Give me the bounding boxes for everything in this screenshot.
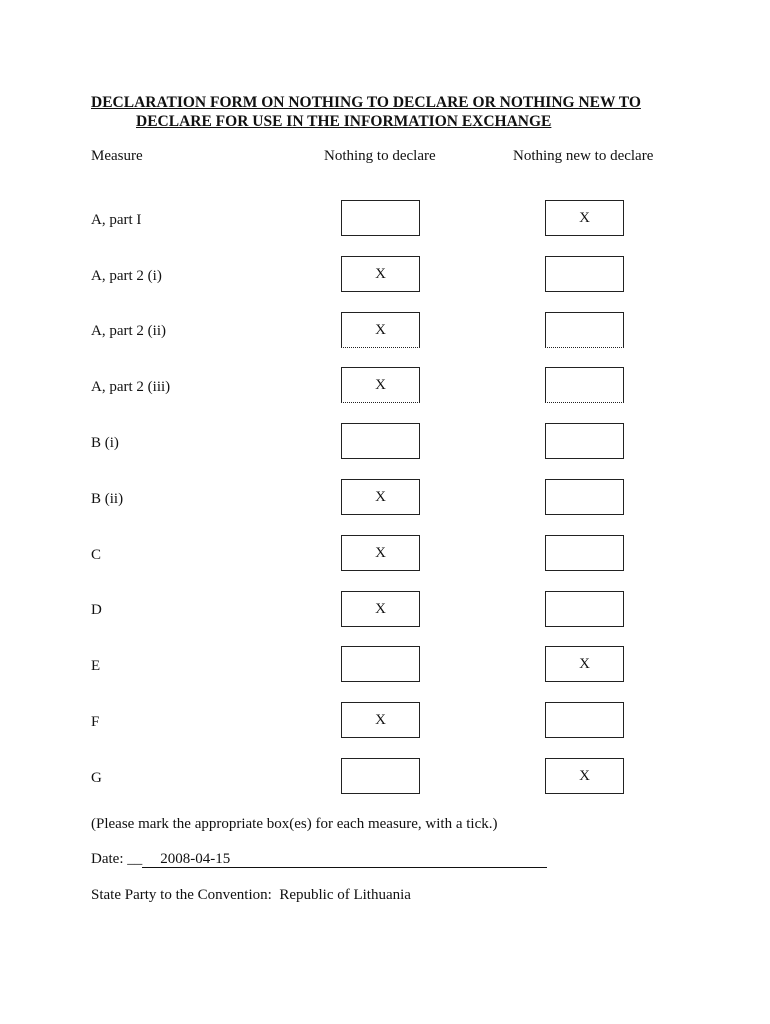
state-party-line bbox=[91, 886, 411, 904]
checkbox-nothing-new-b-i[interactable] bbox=[545, 423, 624, 459]
checkbox-nothing-new-g[interactable]: X bbox=[545, 758, 624, 794]
date-field bbox=[91, 850, 547, 868]
form-title-line-2: DECLARE FOR USE IN THE INFORMATION EXCHANGE bbox=[136, 113, 552, 130]
checkbox-nothing-a-part-1[interactable] bbox=[341, 200, 420, 236]
row-label-a-part-2-iii: A, part 2 (iii) bbox=[91, 379, 171, 395]
row-label-b-ii: B (ii) bbox=[91, 491, 124, 507]
checkbox-nothing-b-ii[interactable]: X bbox=[341, 479, 420, 515]
row-label-a-part-2-i: A, part 2 (i) bbox=[91, 268, 162, 284]
header-nothing-to-declare: Nothing to declare bbox=[324, 148, 436, 164]
checkbox-nothing-e[interactable] bbox=[341, 646, 420, 682]
form-title bbox=[91, 93, 651, 131]
state-party-value: Republic of Lithuania bbox=[279, 887, 411, 903]
checkbox-nothing-new-d[interactable] bbox=[545, 591, 624, 627]
row-label-a-part-2-ii: A, part 2 (ii) bbox=[91, 323, 166, 339]
checkbox-nothing-new-a-part-2-iii[interactable] bbox=[545, 367, 624, 403]
checkbox-nothing-b-i[interactable] bbox=[341, 423, 420, 459]
checkbox-nothing-a-part-2-ii[interactable]: X bbox=[341, 312, 420, 348]
checkbox-nothing-f[interactable]: X bbox=[341, 702, 420, 738]
header-nothing-new-to-declare: Nothing new to declare bbox=[513, 148, 654, 164]
checkbox-nothing-new-a-part-2-ii[interactable] bbox=[545, 312, 624, 348]
date-value[interactable]: 2008-04-15 bbox=[142, 851, 547, 868]
checkbox-nothing-c[interactable]: X bbox=[341, 535, 420, 571]
date-label: Date: __ bbox=[91, 851, 143, 867]
checkbox-nothing-g[interactable] bbox=[341, 758, 420, 794]
row-label-g: G bbox=[91, 770, 102, 786]
checkbox-nothing-a-part-2-i[interactable]: X bbox=[341, 256, 420, 292]
header-measure: Measure bbox=[91, 148, 143, 164]
row-label-d: D bbox=[91, 602, 102, 618]
row-label-f: F bbox=[91, 714, 100, 730]
instruction-note: (Please mark the appropriate box(es) for each measure, with a tick.) bbox=[91, 816, 498, 832]
checkbox-nothing-new-b-ii[interactable] bbox=[545, 479, 624, 515]
checkbox-nothing-new-e[interactable]: X bbox=[545, 646, 624, 682]
row-label-c: C bbox=[91, 547, 102, 563]
row-label-e: E bbox=[91, 658, 101, 674]
checkbox-nothing-a-part-2-iii[interactable]: X bbox=[341, 367, 420, 403]
checkbox-nothing-new-a-part-1[interactable]: X bbox=[545, 200, 624, 236]
checkbox-nothing-new-f[interactable] bbox=[545, 702, 624, 738]
checkbox-nothing-d[interactable]: X bbox=[341, 591, 420, 627]
checkbox-nothing-new-c[interactable] bbox=[545, 535, 624, 571]
checkbox-nothing-new-a-part-2-i[interactable] bbox=[545, 256, 624, 292]
form-title-line-1: DECLARATION FORM ON NOTHING TO DECLARE OR NOTHING NEW TO bbox=[91, 94, 641, 111]
row-label-a-part-1: A, part I bbox=[91, 212, 142, 228]
row-label-b-i: B (i) bbox=[91, 435, 119, 451]
state-party-label: State Party to the Convention: bbox=[91, 887, 272, 903]
